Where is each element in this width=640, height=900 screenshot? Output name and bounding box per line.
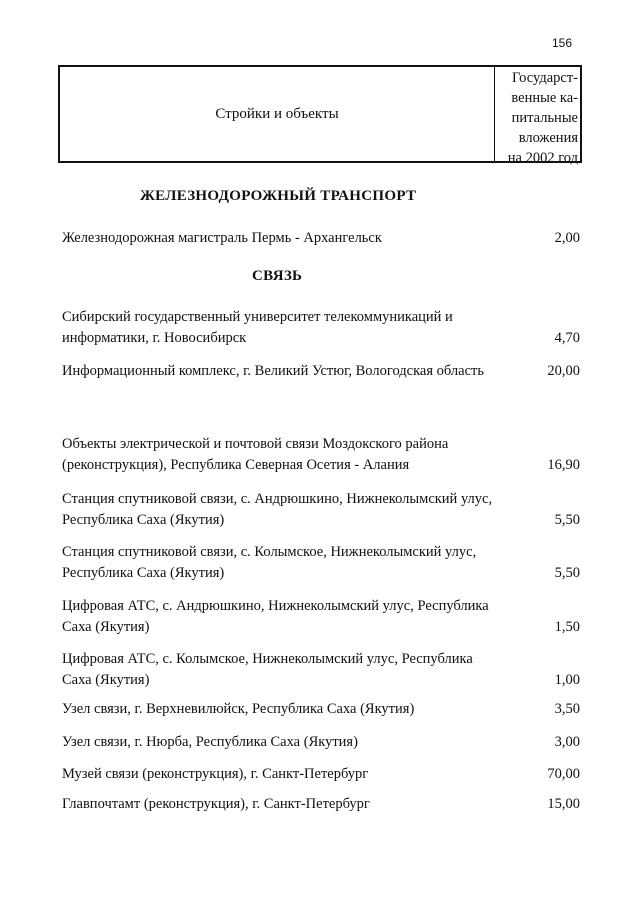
entry-name: Информационный комплекс, г. Великий Устюг, Вологодская область xyxy=(62,363,484,379)
entry-value: 5,50 xyxy=(554,512,580,528)
entry-name: Сибирский государственный университет телекоммуникаций и информатики, г. Новосибирск xyxy=(62,309,453,346)
entry-row xyxy=(62,434,580,476)
entry-value: 3,00 xyxy=(554,734,580,750)
header-column-value xyxy=(494,67,580,166)
entry-value: 5,50 xyxy=(554,565,580,581)
entry-name: Музей связи (реконструкция), г. Санкт-Петербург xyxy=(62,766,369,782)
header-column-name: Стройки и объекты xyxy=(215,105,339,122)
entry-value: 20,00 xyxy=(547,363,580,379)
entry-row xyxy=(62,228,580,249)
entry-row xyxy=(62,794,580,815)
entry-row xyxy=(62,699,580,720)
section-heading-communications: СВЯЗЬ xyxy=(252,268,303,284)
header-value-line: Государст- xyxy=(512,70,578,86)
entry-name: Узел связи, г. Верхневилюйск, Республика Саха (Якутия) xyxy=(62,701,415,717)
entry-name: Цифровая АТС, с. Колымское, Нижнеколымский улус, Республика Саха (Якутия) xyxy=(62,651,473,688)
entry-value: 1,00 xyxy=(554,672,580,688)
entry-name: Главпочтамт (реконструкция), г. Санкт-Петербург xyxy=(62,796,370,812)
section-heading-railway: ЖЕЛЕЗНОДОРОЖНЫЙ ТРАНСПОРТ xyxy=(140,188,417,204)
entry-value: 3,50 xyxy=(554,701,580,717)
entry-value: 70,00 xyxy=(547,766,580,782)
entry-row xyxy=(62,307,580,349)
entry-name: Узел связи, г. Нюрба, Республика Саха (Якутия) xyxy=(62,734,358,750)
entry-name: Железнодорожная магистраль Пермь - Архангельск xyxy=(62,230,382,246)
entry-row xyxy=(62,764,580,785)
entry-value: 4,70 xyxy=(554,330,580,346)
header-value-line: венные ка- xyxy=(511,90,578,106)
entry-value: 2,00 xyxy=(554,230,580,246)
entry-row xyxy=(62,361,580,382)
entry-row xyxy=(62,596,580,638)
header-value-line: вложения xyxy=(518,130,578,146)
entry-row xyxy=(62,649,580,691)
entry-row xyxy=(62,542,580,584)
entry-value: 15,00 xyxy=(547,796,580,812)
entry-row xyxy=(62,732,580,753)
entry-value: 1,50 xyxy=(554,619,580,635)
entry-name: Станция спутниковой связи, с. Андрюшкино, Нижнеколымский улус, Республика Саха (Якутия) xyxy=(62,491,493,528)
page-number: 156 xyxy=(552,36,573,50)
entry-name: Цифровая АТС, с. Андрюшкино, Нижнеколымский улус, Республика Саха (Якутия) xyxy=(62,598,489,635)
entry-row xyxy=(62,489,580,531)
entry-name: Станция спутниковой связи, с. Колымское, Нижнеколымский улус, Республика Саха (Якутия) xyxy=(62,544,477,581)
header-value-line: на 2002 год xyxy=(507,150,578,166)
header-table xyxy=(58,65,582,166)
entry-name: Объекты электрической и почтовой связи Моздокского района (реконструкция), Республика Северная Осетия - Алания xyxy=(62,436,449,473)
header-value-line: питальные xyxy=(511,110,578,126)
entry-value: 16,90 xyxy=(547,457,580,473)
